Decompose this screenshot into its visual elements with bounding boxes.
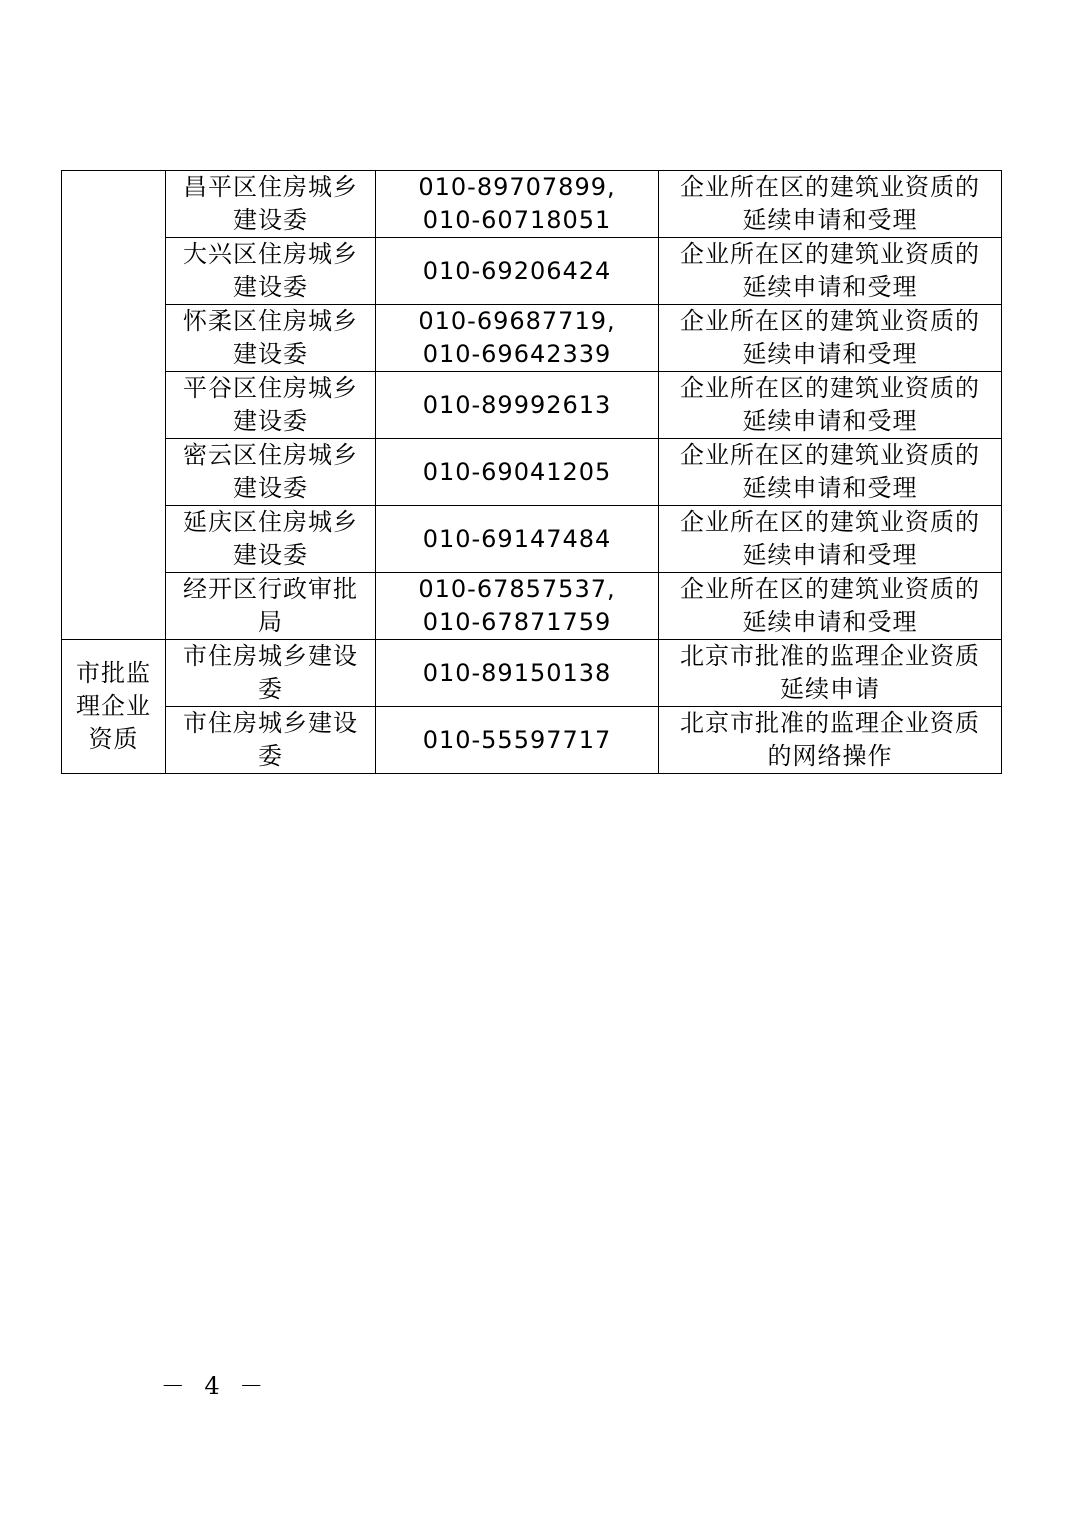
contact-table — [61, 170, 1002, 774]
phone-cell — [376, 372, 659, 439]
scope-cell — [659, 707, 1002, 774]
phone-line: 010-69642339 — [422, 340, 612, 368]
scope-line: 企业所在区的建筑业资质的 — [680, 575, 980, 603]
org-line: 经开区行政审批 — [183, 575, 358, 603]
phone-line: 010-67871759 — [422, 608, 612, 636]
scope-cell — [659, 238, 1002, 305]
phone-cell — [376, 640, 659, 707]
scope-line: 的网络操作 — [767, 742, 893, 770]
org-line: 市住房城乡建设 — [183, 642, 358, 670]
org-cell — [166, 238, 376, 305]
org-cell — [166, 506, 376, 573]
category-line: 理企业 — [76, 692, 151, 720]
scope-line: 企业所在区的建筑业资质的 — [680, 240, 980, 268]
phone-line: 010-69147484 — [422, 524, 612, 553]
table-row — [62, 506, 1002, 573]
phone-cell — [376, 707, 659, 774]
org-line: 建设委 — [233, 340, 308, 368]
category-cell-continued — [62, 171, 166, 640]
table-row — [62, 640, 1002, 707]
phone-cell — [376, 171, 659, 238]
scope-line: 企业所在区的建筑业资质的 — [680, 374, 980, 402]
table-row — [62, 707, 1002, 774]
scope-cell — [659, 171, 1002, 238]
scope-line: 企业所在区的建筑业资质的 — [680, 441, 980, 469]
category-cell — [62, 640, 166, 774]
phone-cell — [376, 506, 659, 573]
org-line: 平谷区住房城乡 — [183, 374, 358, 402]
org-line: 密云区住房城乡 — [183, 441, 358, 469]
phone-cell — [376, 573, 659, 640]
category-line: 市批监 — [76, 659, 151, 687]
scope-line: 延续申请和受理 — [742, 340, 918, 368]
org-line: 大兴区住房城乡 — [183, 240, 358, 268]
org-line: 建设委 — [233, 474, 308, 502]
org-line: 建设委 — [233, 407, 308, 435]
table-row — [62, 439, 1002, 506]
scope-line: 企业所在区的建筑业资质的 — [680, 508, 980, 536]
org-line: 委 — [258, 675, 283, 703]
org-line: 局 — [258, 608, 283, 636]
table-row — [62, 238, 1002, 305]
table-row — [62, 573, 1002, 640]
org-line: 建设委 — [233, 206, 308, 234]
table-row — [62, 372, 1002, 439]
org-cell — [166, 640, 376, 707]
org-line: 建设委 — [233, 541, 308, 569]
scope-line: 延续申请和受理 — [742, 541, 918, 569]
scope-line: 企业所在区的建筑业资质的 — [680, 307, 980, 335]
org-line: 延庆区住房城乡 — [183, 508, 358, 536]
phone-line: 010-89150138 — [422, 658, 612, 687]
phone-line: 010-60718051 — [422, 206, 612, 234]
phone-line: 010-69206424 — [422, 256, 612, 285]
phone-cell — [376, 305, 659, 372]
scope-line: 延续申请和受理 — [742, 206, 918, 234]
scope-line: 延续申请 — [780, 675, 880, 703]
table-row — [62, 171, 1002, 238]
table-row — [62, 305, 1002, 372]
org-line: 怀柔区住房城乡 — [183, 307, 358, 335]
scope-cell — [659, 573, 1002, 640]
org-line: 建设委 — [233, 273, 308, 301]
org-cell — [166, 372, 376, 439]
phone-cell — [376, 238, 659, 305]
scope-cell — [659, 506, 1002, 573]
scope-line: 延续申请和受理 — [742, 407, 918, 435]
org-cell — [166, 171, 376, 238]
category-line: 资质 — [88, 725, 139, 753]
org-cell — [166, 573, 376, 640]
page-number: － 4 － — [160, 1372, 270, 1400]
phone-line: 010-69041205 — [422, 457, 612, 486]
org-line: 昌平区住房城乡 — [183, 173, 358, 201]
scope-cell — [659, 640, 1002, 707]
scope-cell — [659, 439, 1002, 506]
phone-line: 010-89707899, — [418, 173, 616, 201]
phone-cell — [376, 439, 659, 506]
scope-line: 延续申请和受理 — [742, 474, 918, 502]
org-cell — [166, 707, 376, 774]
scope-cell — [659, 305, 1002, 372]
scope-line: 延续申请和受理 — [742, 608, 918, 636]
scope-line: 北京市批准的监理企业资质 — [680, 642, 980, 670]
org-line: 委 — [258, 742, 283, 770]
scope-line: 延续申请和受理 — [742, 273, 918, 301]
phone-line: 010-89992613 — [422, 390, 612, 419]
scope-line: 北京市批准的监理企业资质 — [680, 709, 980, 737]
org-cell — [166, 439, 376, 506]
phone-line: 010-67857537, — [418, 575, 616, 603]
org-cell — [166, 305, 376, 372]
org-line: 市住房城乡建设 — [183, 709, 358, 737]
phone-line: 010-69687719, — [418, 307, 616, 335]
phone-line: 010-55597717 — [422, 725, 612, 754]
scope-cell — [659, 372, 1002, 439]
scope-line: 企业所在区的建筑业资质的 — [680, 173, 980, 201]
